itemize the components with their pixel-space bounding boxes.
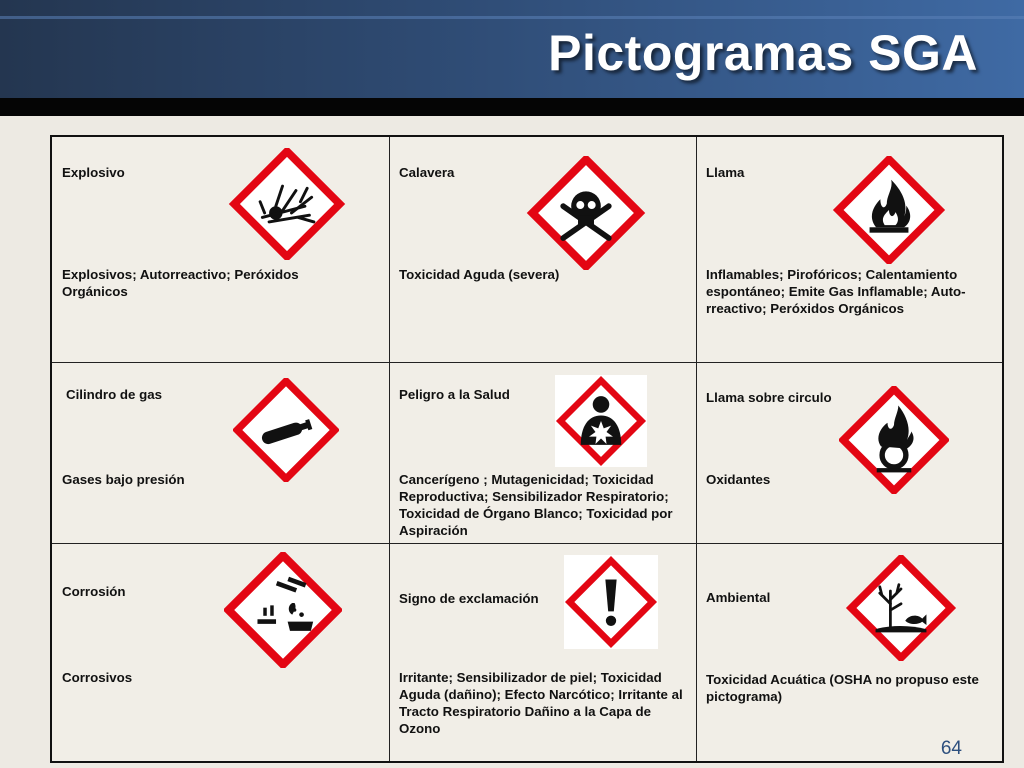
pictogram-name: Corrosión — [62, 584, 126, 599]
skull-crossbones-icon — [523, 156, 649, 270]
page-title: Pictogramas SGA — [548, 25, 978, 81]
pictogram-cell-corrosion — [52, 543, 389, 765]
pictogram-name: Peligro a la Salud — [399, 387, 510, 402]
pictogram-description: Cancerígeno ; Mutagenicidad; Toxicidad Reproductiva; Sensibilizador Respiratorio; Toxicidad de Órgano Blanco; Toxicidad por Aspiración — [399, 472, 673, 538]
pictogram-description: Toxicidad Aguda (severa) — [399, 267, 560, 282]
pictogram-description: Gases bajo presión — [62, 472, 185, 487]
pictogram-description: Irritante; Sensibilizador de piel; Toxicidad Aguda (dañino); Efecto Narcótico; Irritante al Tracto Respiratorio Dañino a la Capa de Ozono — [399, 670, 683, 736]
pictogram-table — [50, 135, 1004, 763]
pictogram-cell-cilindro — [52, 362, 389, 543]
pictogram-description: Oxidantes — [706, 472, 771, 487]
pictogram-description: Corrosivos — [62, 670, 133, 685]
pictogram-name: Calavera — [399, 165, 455, 180]
header-bottom-stripe — [0, 98, 1024, 116]
corrosion-icon — [224, 552, 342, 668]
pictogram-cell-ambiental — [696, 543, 1006, 765]
flame-icon — [830, 156, 948, 264]
pictogram-name: Llama — [706, 165, 745, 180]
environment-icon — [837, 555, 965, 661]
header-accent-line — [0, 16, 1024, 19]
health-hazard-icon — [555, 375, 647, 467]
pictogram-cell-explosivo — [52, 137, 389, 362]
page-number: 64 — [940, 738, 962, 759]
flame-over-circle-icon — [839, 386, 949, 494]
pictogram-name: Ambiental — [706, 590, 771, 605]
pictogram-description: Inflamables; Pirofóricos; Calentamiento espontáneo; Emite Gas Inflamable; Auto-rreactivo; Peróxidos Orgánicos — [706, 267, 966, 316]
exclamation-mark-icon — [563, 555, 659, 649]
pictogram-name: Cilindro de gas — [66, 387, 163, 402]
pictogram-cell-llama — [696, 137, 1006, 362]
explosive-bomb-icon — [224, 148, 350, 260]
pictogram-description: Explosivos; Autorreactivo; Peróxidos Orgánicos — [62, 267, 299, 299]
pictogram-cell-llama-circulo — [696, 362, 1006, 543]
pictogram-name: Signo de exclamación — [399, 591, 539, 606]
pictogram-description: Toxicidad Acuática (OSHA no propuso este pictograma) — [706, 672, 979, 704]
pictogram-name: Llama sobre circulo — [706, 390, 832, 405]
pictogram-cell-exclamacion — [389, 543, 696, 765]
pictogram-name: Explosivo — [62, 165, 125, 180]
pictogram-cell-calavera — [389, 137, 696, 362]
gas-cylinder-icon — [233, 378, 339, 482]
pictogram-cell-salud — [389, 362, 696, 543]
